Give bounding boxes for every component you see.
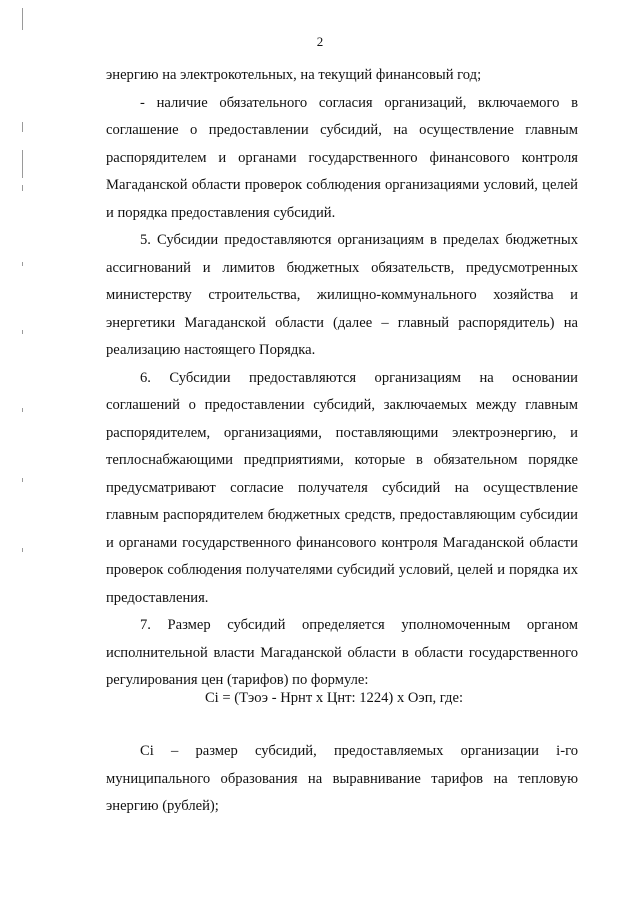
subsidy-formula: Ci = (Тэоэ - Нрнт х Цнт: 1224) х Оэп, где: bbox=[204, 690, 464, 706]
paragraph-6: 6. Субсидии предоставляются организациям на основании соглашений о предоставлении субсидий, заключаемых между главным распорядителем, организациями, поставляющими электроэнергию, и теплоснабжающими предприятиями, которые в обязательном порядке предусматривают согласие получателя субсидий на осуществление главным распорядителем бюджетных средств, предоставляющим субсидии и органами государственного финансового контроля Магаданской области проверок соблюдения получателями субсидий условий, целей и порядка их предоставления. bbox=[106, 369, 578, 606]
paragraph-7: 7. Размер субсидий определяется уполномоченным органом исполнительной власти Магаданской области в области государственного регулирования цен (тарифов) по формуле: bbox=[106, 617, 578, 688]
page-number: 2 bbox=[316, 34, 324, 49]
definition-block bbox=[106, 738, 578, 821]
paragraph-consent: - наличие обязательного согласия организаций, включаемого в соглашение о предоставлении субсидий, на осуществление главным распорядителем и органами государственного финансового контроля Магаданской области проверок соблюдения организациями условий, целей и порядка предоставления субсидий. bbox=[106, 94, 578, 221]
definition-ci: Ci – размер субсидий, предоставляемых организации i-го муниципального образования на выравнивание тарифов на тепловую энергию (рублей); bbox=[106, 743, 578, 814]
paragraph-continuation: энергию на электрокотельных, на текущий финансовый год; bbox=[106, 67, 482, 83]
body-text bbox=[106, 62, 578, 695]
binding-margin-marks bbox=[22, 0, 24, 905]
paragraph-5: 5. Субсидии предоставляются организациям в пределах бюджетных ассигнований и лимитов бюджетных обязательств, предусмотренных министерству строительства, жилищно-коммунального хозяйства и энергетики Магаданской области (далее – главный распорядитель) на реализацию настоящего Порядка. bbox=[106, 232, 578, 358]
